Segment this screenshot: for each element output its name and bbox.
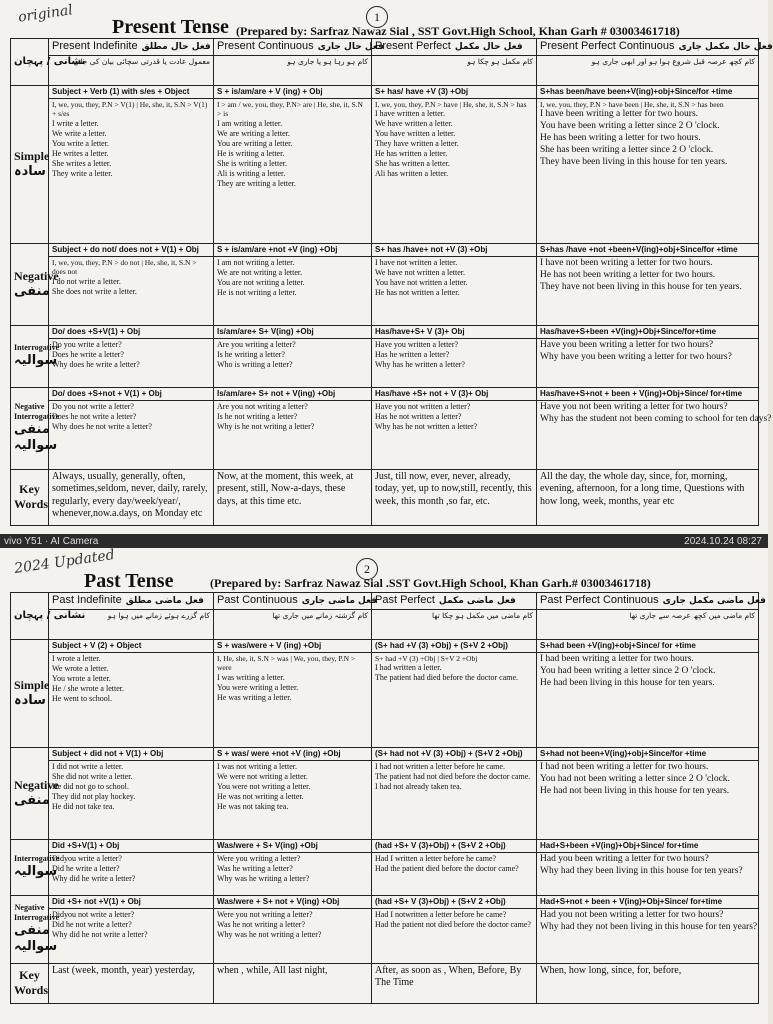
example-sentence: He did not go to school. xyxy=(52,781,129,791)
column-header xyxy=(214,593,378,610)
example-sentence: I did not write a letter. xyxy=(52,761,124,771)
keywords-text: All the day, the whole day, since, for, morning, evening, afternoon, for a long time, Questions with how long, week, months, year etc xyxy=(540,470,745,507)
intro-text: کام ماضی میں کچھ عرصہ سے جاری تھا xyxy=(629,610,755,620)
example-sentence: She does not write a letter. xyxy=(52,286,137,296)
page-title: Past Tense xyxy=(84,570,174,592)
example-sentence: We were not writing a letter. xyxy=(217,771,308,781)
tense-row xyxy=(11,85,759,243)
example-sentence: I am not writing a letter. xyxy=(217,257,295,267)
header-corner: نشانی / پہچان xyxy=(11,593,49,640)
example-sentence: The patient had died before the doctor came. xyxy=(375,673,519,683)
subject-rule: S+ had +V (3) +Obj | S+V 2 +Obj xyxy=(375,653,478,663)
keywords-cell xyxy=(372,469,537,525)
tense-cell xyxy=(49,839,214,895)
row-title-en: Negative xyxy=(14,268,59,283)
structure-formula: S+had been +V(ing)+obj+Since/ for +time xyxy=(537,641,758,653)
example-sentence: You had been writing a letter since 2 O 'clock. xyxy=(540,665,716,676)
tense-cell xyxy=(537,895,759,963)
column-header xyxy=(537,593,766,610)
row-title-ur: منفی xyxy=(14,792,50,808)
example-sentence: Had you been writing a letter for two hours? xyxy=(540,853,709,864)
example-sentence: We are writing a letter. xyxy=(217,128,290,138)
row-header xyxy=(11,387,60,469)
tense-row xyxy=(11,387,759,469)
example-sentence: He has been writing a letter for two hours. xyxy=(540,132,701,143)
tense-cell xyxy=(214,387,372,469)
example-sentence: Was he not writing a letter? xyxy=(217,919,305,929)
column-header xyxy=(214,39,384,56)
example-sentence: He is writing a letter. xyxy=(217,148,285,158)
row-title-en: Negative Interrogative xyxy=(14,903,60,922)
example-sentence: Why has he not written a letter? xyxy=(375,421,478,431)
column-title-en: Past Perfect Continuous xyxy=(540,594,659,606)
example-sentence: You wrote a letter. xyxy=(52,673,111,683)
example-sentence: I do not write a letter. xyxy=(52,276,121,286)
tense-cell xyxy=(214,85,372,243)
column-title-en: Past Indefinite xyxy=(52,594,122,606)
tense-row xyxy=(11,963,759,1003)
example-sentence: Is he writing a letter? xyxy=(217,349,285,359)
tense-row xyxy=(11,469,759,525)
structure-formula: (had +S+ V (3)+Obj) + (S+V 2 +Obj) xyxy=(372,841,536,853)
example-sentence: Have you not written a letter? xyxy=(375,401,471,411)
intro-cell xyxy=(214,55,372,85)
tense-row xyxy=(11,639,759,747)
row-title-en: Interrogative xyxy=(14,854,60,864)
column-title-ur: فعل حال مطلق xyxy=(141,42,211,52)
keywords-text: Now, at the moment, this week, at present, still, Now-a-days, these days, at this time etc. xyxy=(217,470,354,507)
tense-row xyxy=(11,325,759,387)
intro-text: کام کچھ عرصہ قبل شروع ہوا ہو اور ابھی جاری ہو xyxy=(591,56,755,66)
example-sentence: I had not already taken tea. xyxy=(375,781,462,791)
tense-cell xyxy=(214,747,372,839)
structure-formula: Is/am/are+ S+ V(ing) +Obj xyxy=(214,327,371,339)
tense-cell xyxy=(214,325,372,387)
example-sentence: I have not been writing a letter for two hours. xyxy=(540,257,713,268)
structure-formula: S + was/were + V (ing) +Obj xyxy=(214,641,371,653)
example-sentence: Has he written a letter? xyxy=(375,349,450,359)
structure-formula: Was/were + S+ V(ing) +Obj xyxy=(214,841,371,853)
tense-cell xyxy=(372,325,537,387)
tense-cell xyxy=(537,387,772,469)
page-title: Present Tense xyxy=(112,16,229,38)
page-number: 2 xyxy=(356,558,378,580)
example-sentence: I have been writing a letter for two hours. xyxy=(540,109,699,120)
example-sentence: You have been writing a letter since 2 O 'clock. xyxy=(540,121,720,131)
column-title-en: Present Perfect Continuous xyxy=(540,40,675,52)
row-title-ur: منفی xyxy=(14,283,50,299)
handwritten-note: 2024 Updated xyxy=(13,547,116,577)
example-sentence: She is writing a letter. xyxy=(217,158,287,168)
example-sentence: He is not writing a letter. xyxy=(217,287,297,297)
prepared-by: (Prepared by: Sarfraz Nawaz Sial , SST Govt.High School, Khan Garh # 03003461718) xyxy=(236,24,680,38)
example-sentence: I was writing a letter. xyxy=(217,672,285,682)
example-sentence: Had the patient died before the doctor came? xyxy=(375,863,519,873)
tense-row xyxy=(11,243,759,325)
column-title-en: Present Indefinite xyxy=(52,40,138,52)
example-sentence: You had not been writing a letter since 2 O 'clock. xyxy=(540,773,730,784)
tense-cell xyxy=(372,243,537,325)
intro-row xyxy=(11,609,759,639)
example-sentence: Why had they not been living in this house for ten years? xyxy=(540,921,758,932)
example-sentence: They did not play hockey. xyxy=(52,791,136,801)
tense-cell xyxy=(214,639,372,747)
example-sentence: I wrote a letter. xyxy=(52,653,101,663)
example-sentence: We have written a letter. xyxy=(375,119,453,129)
structure-formula: Subject + V (2) + Object xyxy=(49,641,213,653)
column-title-en: Present Continuous xyxy=(217,40,314,52)
example-sentence: Why does he not write a letter? xyxy=(52,421,152,431)
tense-cell xyxy=(214,243,372,325)
example-sentence: Was he writing a letter? xyxy=(217,863,293,873)
example-sentence: They have been living in this house for ten years. xyxy=(540,156,728,167)
example-sentence: Ali has written a letter. xyxy=(375,169,449,179)
example-sentence: Why did he not write a letter? xyxy=(52,929,148,939)
intro-cell xyxy=(214,609,372,639)
example-sentence: He has not been writing a letter for two hours. xyxy=(540,269,716,280)
prepared-by: (Prepared by: Sarfraz Nawaz Sial .SST Govt.High School, Khan Garh.# 03003461718) xyxy=(210,576,651,590)
column-title-en: Present Perfect xyxy=(375,40,451,52)
keywords-cell xyxy=(537,469,759,525)
row-header xyxy=(11,963,49,1003)
example-sentence: Had I notwritten a letter before he came? xyxy=(375,909,507,919)
example-sentence: He writes a letter. xyxy=(52,148,109,158)
example-sentence: I was not writing a letter. xyxy=(217,761,297,771)
example-sentence: I had been writing a letter for two hours. xyxy=(540,653,694,664)
example-sentence: Have you not been writing a letter for two hours? xyxy=(540,401,728,412)
row-title-ur: منفی سوالیہ xyxy=(14,422,58,454)
row-title-en: Negative xyxy=(14,777,59,792)
example-sentence: They have not been living in this house for ten years. xyxy=(540,281,742,292)
intro-text: معمول عادت یا قدرتی سچائی بیان کی جائے xyxy=(73,56,210,66)
example-sentence: I have not written a letter. xyxy=(375,257,458,267)
example-sentence: Do you not write a letter? xyxy=(52,401,134,411)
example-sentence: You have not written a letter. xyxy=(375,277,468,287)
example-sentence: Why have you been writing a letter for two hours? xyxy=(540,351,732,362)
row-header xyxy=(11,747,59,839)
example-sentence: You have written a letter. xyxy=(375,129,456,139)
subject-rule: I, we, you, they, P.N > have been | He, she, it, S.N > has been xyxy=(540,99,724,109)
structure-formula: (S+ had not +V (3) +Obj) + (S+V 2 +Obj) xyxy=(372,749,536,761)
example-sentence: You were writing a letter. xyxy=(217,682,299,692)
structure-formula: Did +S+V(1) + Obj xyxy=(49,841,213,853)
example-sentence: Why has he written a letter? xyxy=(375,359,465,369)
example-sentence: She has written a letter. xyxy=(375,159,450,169)
tense-cell xyxy=(214,839,372,895)
tense-cell xyxy=(49,325,214,387)
tense-row xyxy=(11,895,759,963)
structure-formula: Subject + do not/ does not + V(1) + Obj xyxy=(49,245,213,257)
example-sentence: We are not writing a letter. xyxy=(217,267,303,277)
example-sentence: You were not writing a letter. xyxy=(217,781,311,791)
header-row xyxy=(11,39,759,56)
example-sentence: He / she wrote a letter. xyxy=(52,683,124,693)
example-sentence: He was writing a letter. xyxy=(217,692,292,702)
example-sentence: You write a letter. xyxy=(52,138,109,148)
row-title-ur: سوالیہ xyxy=(14,353,58,369)
example-sentence: Did he write a letter? xyxy=(52,863,120,873)
example-sentence: He was not taking tea. xyxy=(217,801,289,811)
column-header xyxy=(49,593,214,610)
example-sentence: We wrote a letter. xyxy=(52,663,109,673)
structure-formula: Is/am/are+ S+ not + V(ing) +Obj xyxy=(214,389,371,401)
intro-row xyxy=(11,55,759,85)
keywords-text: Just, till now, ever, never, already, today, yet, up to now,still, recently, this week, this month ,so far, etc. xyxy=(375,470,532,507)
keywords-cell xyxy=(49,469,214,525)
structure-formula: Did +S+ not +V(1) + Obj xyxy=(49,897,213,909)
example-sentence: Have you written a letter? xyxy=(375,339,459,349)
example-sentence: They have written a letter. xyxy=(375,139,459,149)
example-sentence: I am writing a letter. xyxy=(217,118,283,128)
example-sentence: Does he write a letter? xyxy=(52,349,124,359)
structure-formula: Has/have +S+ not + V (3)+ Obj xyxy=(372,389,536,401)
example-sentence: Does he not write a letter? xyxy=(52,411,137,421)
intro-text: کام ماضی میں مکمل ہو چکا تھا xyxy=(431,610,533,620)
structure-formula: S + is/am/are +not +V (ing) +Obj xyxy=(214,245,371,257)
row-header xyxy=(11,639,49,747)
structure-formula: Subject + did not + V(1) + Obj xyxy=(49,749,213,761)
example-sentence: He has not written a letter. xyxy=(375,287,460,297)
tense-cell xyxy=(49,747,214,839)
structure-formula: Has/have+S+been +V(ing)+Obj+Since/for+time xyxy=(537,327,758,339)
structure-formula: (had +S+ V (3)+Obj) + (S+V 2 +Obj) xyxy=(372,897,536,909)
column-title-en: Past Continuous xyxy=(217,594,298,606)
subject-rule: I, we, you, they, P.N > do not | He, she, it, S.N > does not xyxy=(52,257,197,277)
intro-text: کام گزرے ہوئے زمانے میں ہوا ہو xyxy=(107,610,210,620)
tense-cell xyxy=(372,639,537,747)
page-number: 1 xyxy=(366,6,388,28)
handwritten-note: original xyxy=(17,2,74,26)
camera-model: vivo Y51 · AI Camera xyxy=(4,536,99,547)
tense-cell xyxy=(49,639,214,747)
intro-text: کام گزشتہ زمانے میں جاری تھا xyxy=(272,610,368,620)
structure-formula: Has/have+S+not + been + V(ing)+Obj+Since/ for+time xyxy=(537,389,758,401)
structure-formula: Do/ does +S+not + V(1) + Obj xyxy=(49,389,213,401)
example-sentence: Were you not writing a letter? xyxy=(217,909,313,919)
example-sentence: Have you been writing a letter for two hours? xyxy=(540,339,714,350)
tense-row xyxy=(11,747,759,839)
example-sentence: She did not write a letter. xyxy=(52,771,133,781)
row-title-ur: سادہ xyxy=(14,692,46,708)
example-sentence: He went to school. xyxy=(52,693,112,703)
example-sentence: He has written a letter. xyxy=(375,149,448,159)
keywords-cell xyxy=(372,963,537,1003)
tense-cell xyxy=(537,325,759,387)
example-sentence: We have not written a letter. xyxy=(375,267,465,277)
structure-formula: S + was/ were +not +V (ing) +Obj xyxy=(214,749,371,761)
column-header xyxy=(372,593,537,610)
row-header xyxy=(11,243,59,325)
example-sentence: He was not writing a letter. xyxy=(217,791,304,801)
tense-cell xyxy=(372,895,537,963)
column-title-ur: فعل حال مکمل جاری xyxy=(678,42,773,52)
example-sentence: Why was he not writing a letter? xyxy=(217,929,322,939)
row-header xyxy=(11,895,60,963)
example-sentence: I had written a letter. xyxy=(375,663,442,673)
structure-formula: Has/have+S+ V (3)+ Obj xyxy=(372,327,536,339)
subject-rule: I > am / we, you, they, P.N> are | He, she, it, S.N > is xyxy=(217,99,363,119)
intro-text: کام ہو رہا ہو یا جاری ہو xyxy=(287,56,368,66)
example-sentence: Did he not write a letter? xyxy=(52,919,132,929)
example-sentence: Why has the student not been coming to school for ten days? xyxy=(540,413,772,424)
tense-cell xyxy=(372,839,537,895)
tense-cell xyxy=(49,895,214,963)
keywords-text: when , while, All last night, xyxy=(217,964,328,976)
example-sentence: She has been writing a letter since 2 O 'clock. xyxy=(540,144,714,155)
tense-cell xyxy=(372,747,537,839)
intro-cell xyxy=(372,55,537,85)
example-sentence: I had not written a letter before he came. xyxy=(375,761,505,771)
example-sentence: He did not take tea. xyxy=(52,801,115,811)
keywords-text: Always, usually, generally, often, sometimes,seldom, never, daily, rarely, regularly, every day/week/year/, whenever,now.a.days, on Monday etc xyxy=(52,470,208,520)
intro-cell xyxy=(537,55,759,85)
example-sentence: Is he not writing a letter? xyxy=(217,411,298,421)
example-sentence: Why is he not writing a letter? xyxy=(217,421,315,431)
tense-row xyxy=(11,839,759,895)
example-sentence: The patient had not died before the doctor came. xyxy=(375,771,531,781)
intro-cell xyxy=(49,55,214,85)
past-tense-sheet xyxy=(0,548,768,1024)
example-sentence: She writes a letter. xyxy=(52,158,112,168)
column-title-ur: فعل ماضی مکمل xyxy=(438,596,516,606)
example-sentence: Ali is writing a letter. xyxy=(217,168,286,178)
structure-formula: Had+S+been +V(ing)+Obj+Since/ for+time xyxy=(537,841,758,853)
structure-formula: S + is/am/are + V (ing) + Obj xyxy=(214,87,371,99)
example-sentence: He had been living in this house for ten years. xyxy=(540,677,715,688)
example-sentence: They write a letter. xyxy=(52,168,113,178)
column-title-en: Past Perfect xyxy=(375,594,435,606)
structure-formula: S+ has/ have +V (3) +Obj xyxy=(372,87,536,99)
structure-formula: Subject + Verb (1) with s/es + Object xyxy=(49,87,213,99)
subject-rule: I, we, you, they, P.N > V(1) | He, she, it, S.N > V(1) + s/es xyxy=(52,99,208,119)
column-header xyxy=(49,39,214,56)
example-sentence: Has he not written a letter? xyxy=(375,411,462,421)
row-title-ur: سادہ xyxy=(14,163,46,179)
row-title-ur: سوالیہ xyxy=(14,864,58,880)
keywords-cell xyxy=(537,963,759,1003)
column-title-ur: فعل حال جاری xyxy=(317,42,384,52)
example-sentence: Why did he write a letter? xyxy=(52,873,136,883)
row-header xyxy=(11,325,60,387)
tense-cell xyxy=(537,639,759,747)
example-sentence: Do you write a letter? xyxy=(52,339,122,349)
row-title-en: Interrogative xyxy=(14,343,60,353)
structure-formula: S+has been/have been+V(ing)+obj+Since/for +time xyxy=(537,87,758,99)
subject-rule: I, we, you, they, P.N > have | He, she, it, S.N > has xyxy=(375,99,527,109)
tense-cell xyxy=(49,85,214,243)
tense-cell xyxy=(372,85,537,243)
example-sentence: Were you writing a letter? xyxy=(217,853,301,863)
keywords-text: When, how long, since, for, before, xyxy=(540,964,682,976)
keywords-cell xyxy=(49,963,214,1003)
column-title-ur: فعل ماضی جاری xyxy=(301,596,378,606)
header-row xyxy=(11,593,759,610)
example-sentence: Are you writing a letter? xyxy=(217,339,296,349)
row-header xyxy=(11,85,49,243)
tense-table xyxy=(10,592,766,1004)
tense-cell xyxy=(537,747,759,839)
row-title-en: Simple xyxy=(14,677,50,692)
example-sentence: Didyou write a letter? xyxy=(52,853,122,863)
column-header xyxy=(537,39,773,56)
column-header xyxy=(372,39,537,56)
camera-timestamp: 2024.10.24 08:27 xyxy=(684,536,762,547)
example-sentence: I write a letter. xyxy=(52,118,99,128)
example-sentence: Why does he write a letter? xyxy=(52,359,140,369)
sheet-header xyxy=(0,547,768,592)
structure-formula: Had+S+not + been + V(ing)+Obj+Since/ for+time xyxy=(537,897,758,909)
example-sentence: You are writing a letter. xyxy=(217,138,293,148)
structure-formula: (S+ had +V (3) +Obj) + (S+V 2 +Obj) xyxy=(372,641,536,653)
tense-cell xyxy=(372,387,537,469)
example-sentence: We write a letter. xyxy=(52,128,107,138)
column-title-ur: فعل ماضی مکمل جاری xyxy=(662,596,766,606)
subject-rule: I, He, she, it, S.N > was | We, you, they, P.N > were xyxy=(217,653,356,673)
column-title-ur: فعل ماضی مطلق xyxy=(125,596,204,606)
example-sentence: Had I written a letter before he came? xyxy=(375,853,497,863)
tense-cell xyxy=(537,85,759,243)
keywords-cell xyxy=(214,963,372,1003)
example-sentence: He had not been living in this house for ten years. xyxy=(540,785,730,796)
structure-formula: S+had not been+V(ing)+obj+Since/for +time xyxy=(537,749,758,761)
structure-formula: Was/were + S+ not + V(ing) +Obj xyxy=(214,897,371,909)
example-sentence: I have written a letter. xyxy=(375,109,445,119)
tense-cell xyxy=(49,243,214,325)
tense-cell xyxy=(537,839,759,895)
structure-formula: S+has /have +not +been+V(ing)+obj+Since/for +time xyxy=(537,245,758,257)
row-header xyxy=(11,839,60,895)
tense-cell xyxy=(49,387,214,469)
sheet-header xyxy=(0,0,768,40)
structure-formula: Do/ does +S+V(1) + Obj xyxy=(49,327,213,339)
keywords-text: Last (week, month, year) yesterday, xyxy=(52,964,195,976)
keywords-text: After, as soon as , When, Before, By The Time xyxy=(375,964,522,989)
keywords-cell xyxy=(214,469,372,525)
intro-cell xyxy=(537,609,759,639)
example-sentence: I had not been writing a letter for two hours. xyxy=(540,761,709,772)
row-title-ur: منفی سوالیہ xyxy=(14,923,58,955)
example-sentence: Why had they been living in this house for ten years? xyxy=(540,865,743,876)
intro-cell xyxy=(372,609,537,639)
tense-cell xyxy=(214,895,372,963)
example-sentence: Are you not writing a letter? xyxy=(217,401,308,411)
example-sentence: Had the patient not died before the doctor came? xyxy=(375,919,531,929)
row-header xyxy=(11,469,49,525)
intro-text: کام مکمل ہو چکا ہو xyxy=(467,56,533,66)
column-title-ur: فعل حال مکمل xyxy=(454,42,523,52)
example-sentence: You are not writing a letter. xyxy=(217,277,305,287)
header-corner: نشانی / پہچان xyxy=(11,39,49,86)
example-sentence: Didyou not write a letter? xyxy=(52,909,135,919)
example-sentence: Why was he writing a letter? xyxy=(217,873,310,883)
example-sentence: Who is writing a letter? xyxy=(217,359,293,369)
row-title-en: Simple xyxy=(14,148,50,163)
example-sentence: They are writing a letter. xyxy=(217,178,296,188)
example-sentence: Had you not been writing a letter for two hours? xyxy=(540,909,724,920)
row-title-en: Key Words xyxy=(14,482,49,512)
tense-cell xyxy=(537,243,759,325)
tense-table xyxy=(10,38,773,526)
row-title-en: Key Words xyxy=(14,968,49,998)
row-title-en: Negative Interrogative xyxy=(14,402,60,421)
structure-formula: S+ has /have+ not +V (3) +Obj xyxy=(372,245,536,257)
